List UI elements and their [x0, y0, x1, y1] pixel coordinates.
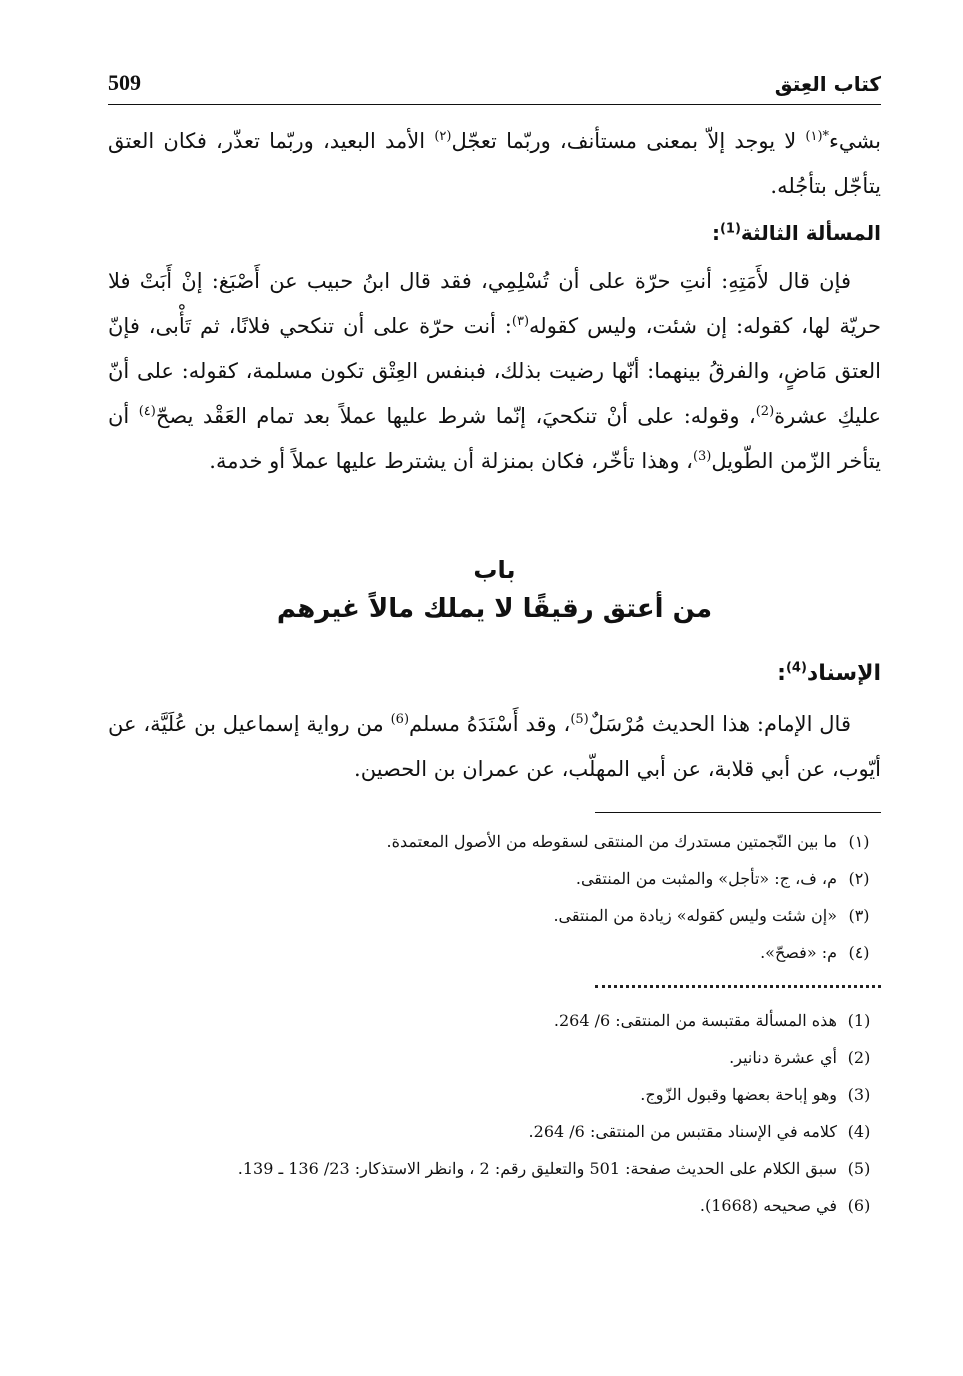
footnote-text: م، ف، ج: «تأجل» والمثبت من المنتقى.: [575, 869, 837, 888]
footnote-marker: (1): [847, 1011, 871, 1030]
main-text: [108, 119, 881, 792]
intro-text-a: بشيء: [829, 129, 881, 153]
footnote-ref: (6): [390, 712, 410, 727]
footnote-ref: *(١): [805, 129, 830, 144]
intro-paragraph: [108, 119, 881, 209]
footnote-text: وهو إباحة بعضها وقبول الزّوج.: [640, 1085, 837, 1104]
footnote-marker: (4): [847, 1122, 871, 1141]
footnote-ref: (1): [719, 221, 741, 237]
masala-colon: :: [711, 221, 720, 245]
isnad-title: الإسناد: [806, 661, 881, 686]
intro-text-b: لا يوجد إلاّ بمعنى مستأنف، وربّما تعجّل: [451, 129, 806, 153]
isnad-text-1: قال الإمام: هذا الحديث مُرْسَلٌ: [588, 712, 851, 736]
footnote-ref: (2): [755, 404, 775, 419]
footnote-list-editor: [108, 823, 881, 971]
masala-title: المسألة الثالثة: [740, 221, 881, 245]
footnote-item: [108, 823, 881, 860]
masala-paragraph: [108, 259, 881, 484]
isnad-paragraph: [108, 702, 881, 792]
footnote-marker: (3): [847, 1085, 871, 1104]
footnote-item: [108, 897, 881, 934]
isnad-colon: :: [777, 661, 786, 686]
footnote-ref: (٣): [511, 314, 530, 329]
chapter-label: باب: [473, 556, 516, 584]
footnote-text: ما بين النّجمتين مستدرك من المنتقى لسقوطه من الأصول المعتمدة.: [386, 832, 837, 851]
footnote-marker: (2): [847, 1048, 871, 1067]
footnote-ref: (٤): [138, 404, 156, 419]
isnad-text-2: ، وقد أَسْنَدَهُ مسلم: [409, 712, 571, 736]
footnote-rule: [595, 812, 881, 813]
footnote-text: هذه المسألة مقتبسة من المنتقى: 6/ 264.: [553, 1011, 837, 1030]
footnote-text: سبق الكلام على الحديث صفحة: 501 والتعليق رقم: 2 ، وانظر الاستذكار: 23/ 136 ـ 139.: [237, 1159, 837, 1178]
page-number: 509: [108, 70, 141, 95]
running-title: كتاب العِتق: [774, 72, 881, 96]
footnote-marker: (5): [847, 1159, 871, 1178]
masala-text-4: أن يتأخر الزّمن الطّويل: [108, 404, 881, 473]
section-heading-isnad: [108, 652, 881, 696]
masala-text-3: ، وقوله: على أنْ تنكحيَ، إنّما شرط عليها عملاً بعد تمام العَقْد يصحّ: [155, 404, 756, 428]
footnote-marker: (١): [848, 832, 870, 851]
footnote-item: [108, 934, 881, 971]
chapter-heading: [108, 552, 881, 630]
footnote-ref: (3): [692, 449, 712, 464]
intro-text-c: الأمد البعيد، وربّما تعذّر، فكان العتق يتأجّل بتأجُله.: [108, 129, 881, 198]
footnote-text: «إن شئت وليس كقوله» زيادة من المنتقى.: [553, 906, 837, 925]
footnote-text: م: «فصحّ».: [760, 943, 837, 962]
footnote-marker: (٣): [848, 906, 870, 925]
masala-text-1: فإن قال لأَمَتِهِ: أنتِ حرّة على أن تُسْلِمِي، فقد قال ابنُ حبيب عن أَصْبَغ: إنْ أَبَتْ فلا حريّة لها، كقوله: إن شئت، وليس كقوله: [108, 269, 881, 338]
footnote-text: كلامه في الإسناد مقتبس من المنتقى: 6/ 264.: [528, 1122, 837, 1141]
footnote-item: [108, 1113, 881, 1150]
footnote-item: [108, 1150, 881, 1187]
masala-text-5: ، وهذا تأخّر، فكان بمنزلة أن يشترط عليها عملاً أو خدمة.: [209, 449, 693, 473]
footnotes: [108, 812, 881, 1224]
footnote-dotted-separator: [595, 985, 881, 988]
footnote-item: [108, 1002, 881, 1039]
chapter-title: من أعتق رقيقًا لا يملك مالاً غيرهم: [276, 594, 713, 624]
footnote-ref: (5): [570, 712, 589, 727]
section-heading-masala: [108, 211, 881, 255]
footnote-marker: (٢): [848, 869, 870, 888]
footnote-item: [108, 860, 881, 897]
isnad-text-3: من رواية إسماعيل بن عُلَيَّة، عن أيّوب، عن أبي قلابة، عن أبي المهلّب، عن عمران بن الحصين.: [108, 712, 881, 781]
footnote-ref: (٢): [434, 129, 452, 144]
footnote-item: [108, 1187, 881, 1224]
masala-text-2: : أنت حرّة على أن تنكحي فلانًا، ثم تَأْبى، فإنّ العتق مَاضٍ، والفرقُ بينهما: أنّها رضيت بذلك، فبنفس العِتْق تكون مسلمة، كقوله: على أنّ عليكِ عشرة: [108, 314, 881, 428]
footnote-marker: (٤): [848, 943, 870, 962]
footnote-item: [108, 1076, 881, 1113]
footnote-list-commentary: [108, 1002, 881, 1224]
footnote-ref: (4): [785, 660, 807, 676]
footnote-text: أي عشرة دنانير.: [729, 1048, 837, 1067]
footnote-item: [108, 1039, 881, 1076]
footnote-marker: (6): [847, 1196, 871, 1215]
running-head: [108, 70, 881, 105]
footnote-text: في صحيحه (1668).: [699, 1196, 837, 1215]
